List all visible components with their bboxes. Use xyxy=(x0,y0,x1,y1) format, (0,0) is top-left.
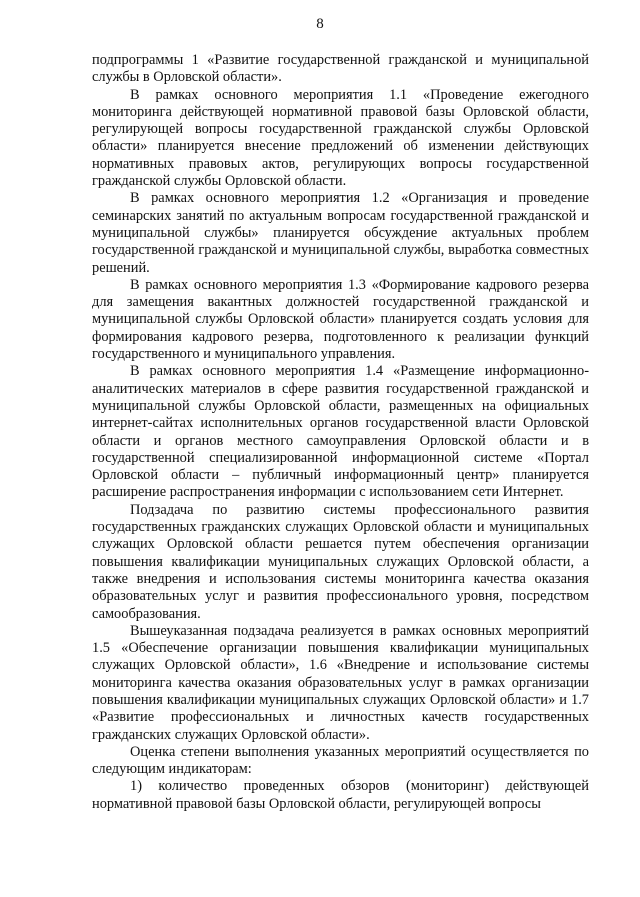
paragraph-7: Вышеуказанная подзадача реализуется в рамках основных мероприятий 1.5 «Обеспечение организации повышения квалификации муниципальных служащих Орловской области», 1.6 «Внедрение и использование системы мониторинга качества оказания образовательных услуг в рамках организации повышения квалификации муниципальных служащих Орловской области» и 1.7 «Развитие профессиональных и личностных качеств государственных гражданских служащих Орловской области». xyxy=(92,622,589,743)
paragraph-6: Подзадача по развитию системы профессионального развития государственных гражданских служащих Орловской области и муниципальных служащих Орловской области решается путем обеспечения организации повышения квалификации муниципальных служащих Орловской области, а также внедрения и использования системы мониторинга качества оказания образовательных услуг и развития профессионального уровня, посредством самообразования. xyxy=(92,501,589,622)
paragraph-8: Оценка степени выполнения указанных мероприятий осуществляется по следующим индикаторам: xyxy=(92,743,589,778)
page-number: 8 xyxy=(316,16,324,32)
paragraph-5: В рамках основного мероприятия 1.4 «Размещение информационно-аналитических материалов в сфере развития государственной гражданской и муниципальной службы Орловской области, размещенных на официальных интернет-сайтах исполнительных органов государственной власти Орловской области и органов местного самоуправления Орловской области и в государственной специализированной информационной системе «Портал Орловской области – публичный информационный центр» планируется расширение распространения информации с использованием сети Интернет. xyxy=(92,363,589,501)
document-body xyxy=(92,52,589,813)
paragraph-4: В рамках основного мероприятия 1.3 «Формирование кадрового резерва для замещения вакантных должностей государственной гражданской и муниципальной службы Орловской области» планируется создать условия для формирования кадрового резерва, подготовленного к реализации функций государственного и муниципального управления. xyxy=(92,276,589,363)
paragraph-1: подпрограммы 1 «Развитие государственной гражданской и муниципальной службы в Орловской области». xyxy=(92,52,589,86)
paragraph-9: 1) количество проведенных обзоров (мониторинг) действующей нормативной правовой базы Орловской области, регулирующей вопросы xyxy=(92,778,589,812)
paragraph-2: В рамках основного мероприятия 1.1 «Проведение ежегодного мониторинга действующей нормативной правовой базы Орловской области, регулирующей вопросы государственной гражданской службы Орловской области» планируется внесение предложений об изменении действующих нормативных правовых актов, регулирующих вопросы государственной гражданской службы Орловской области. xyxy=(92,86,589,190)
paragraph-3: В рамках основного мероприятия 1.2 «Организация и проведение семинарских занятий по актуальным вопросам государственной гражданской и муниципальной службы» планируется обсуждение актуальных проблем государственной гражданской и муниципальной службы, выработка совместных решений. xyxy=(92,190,589,276)
